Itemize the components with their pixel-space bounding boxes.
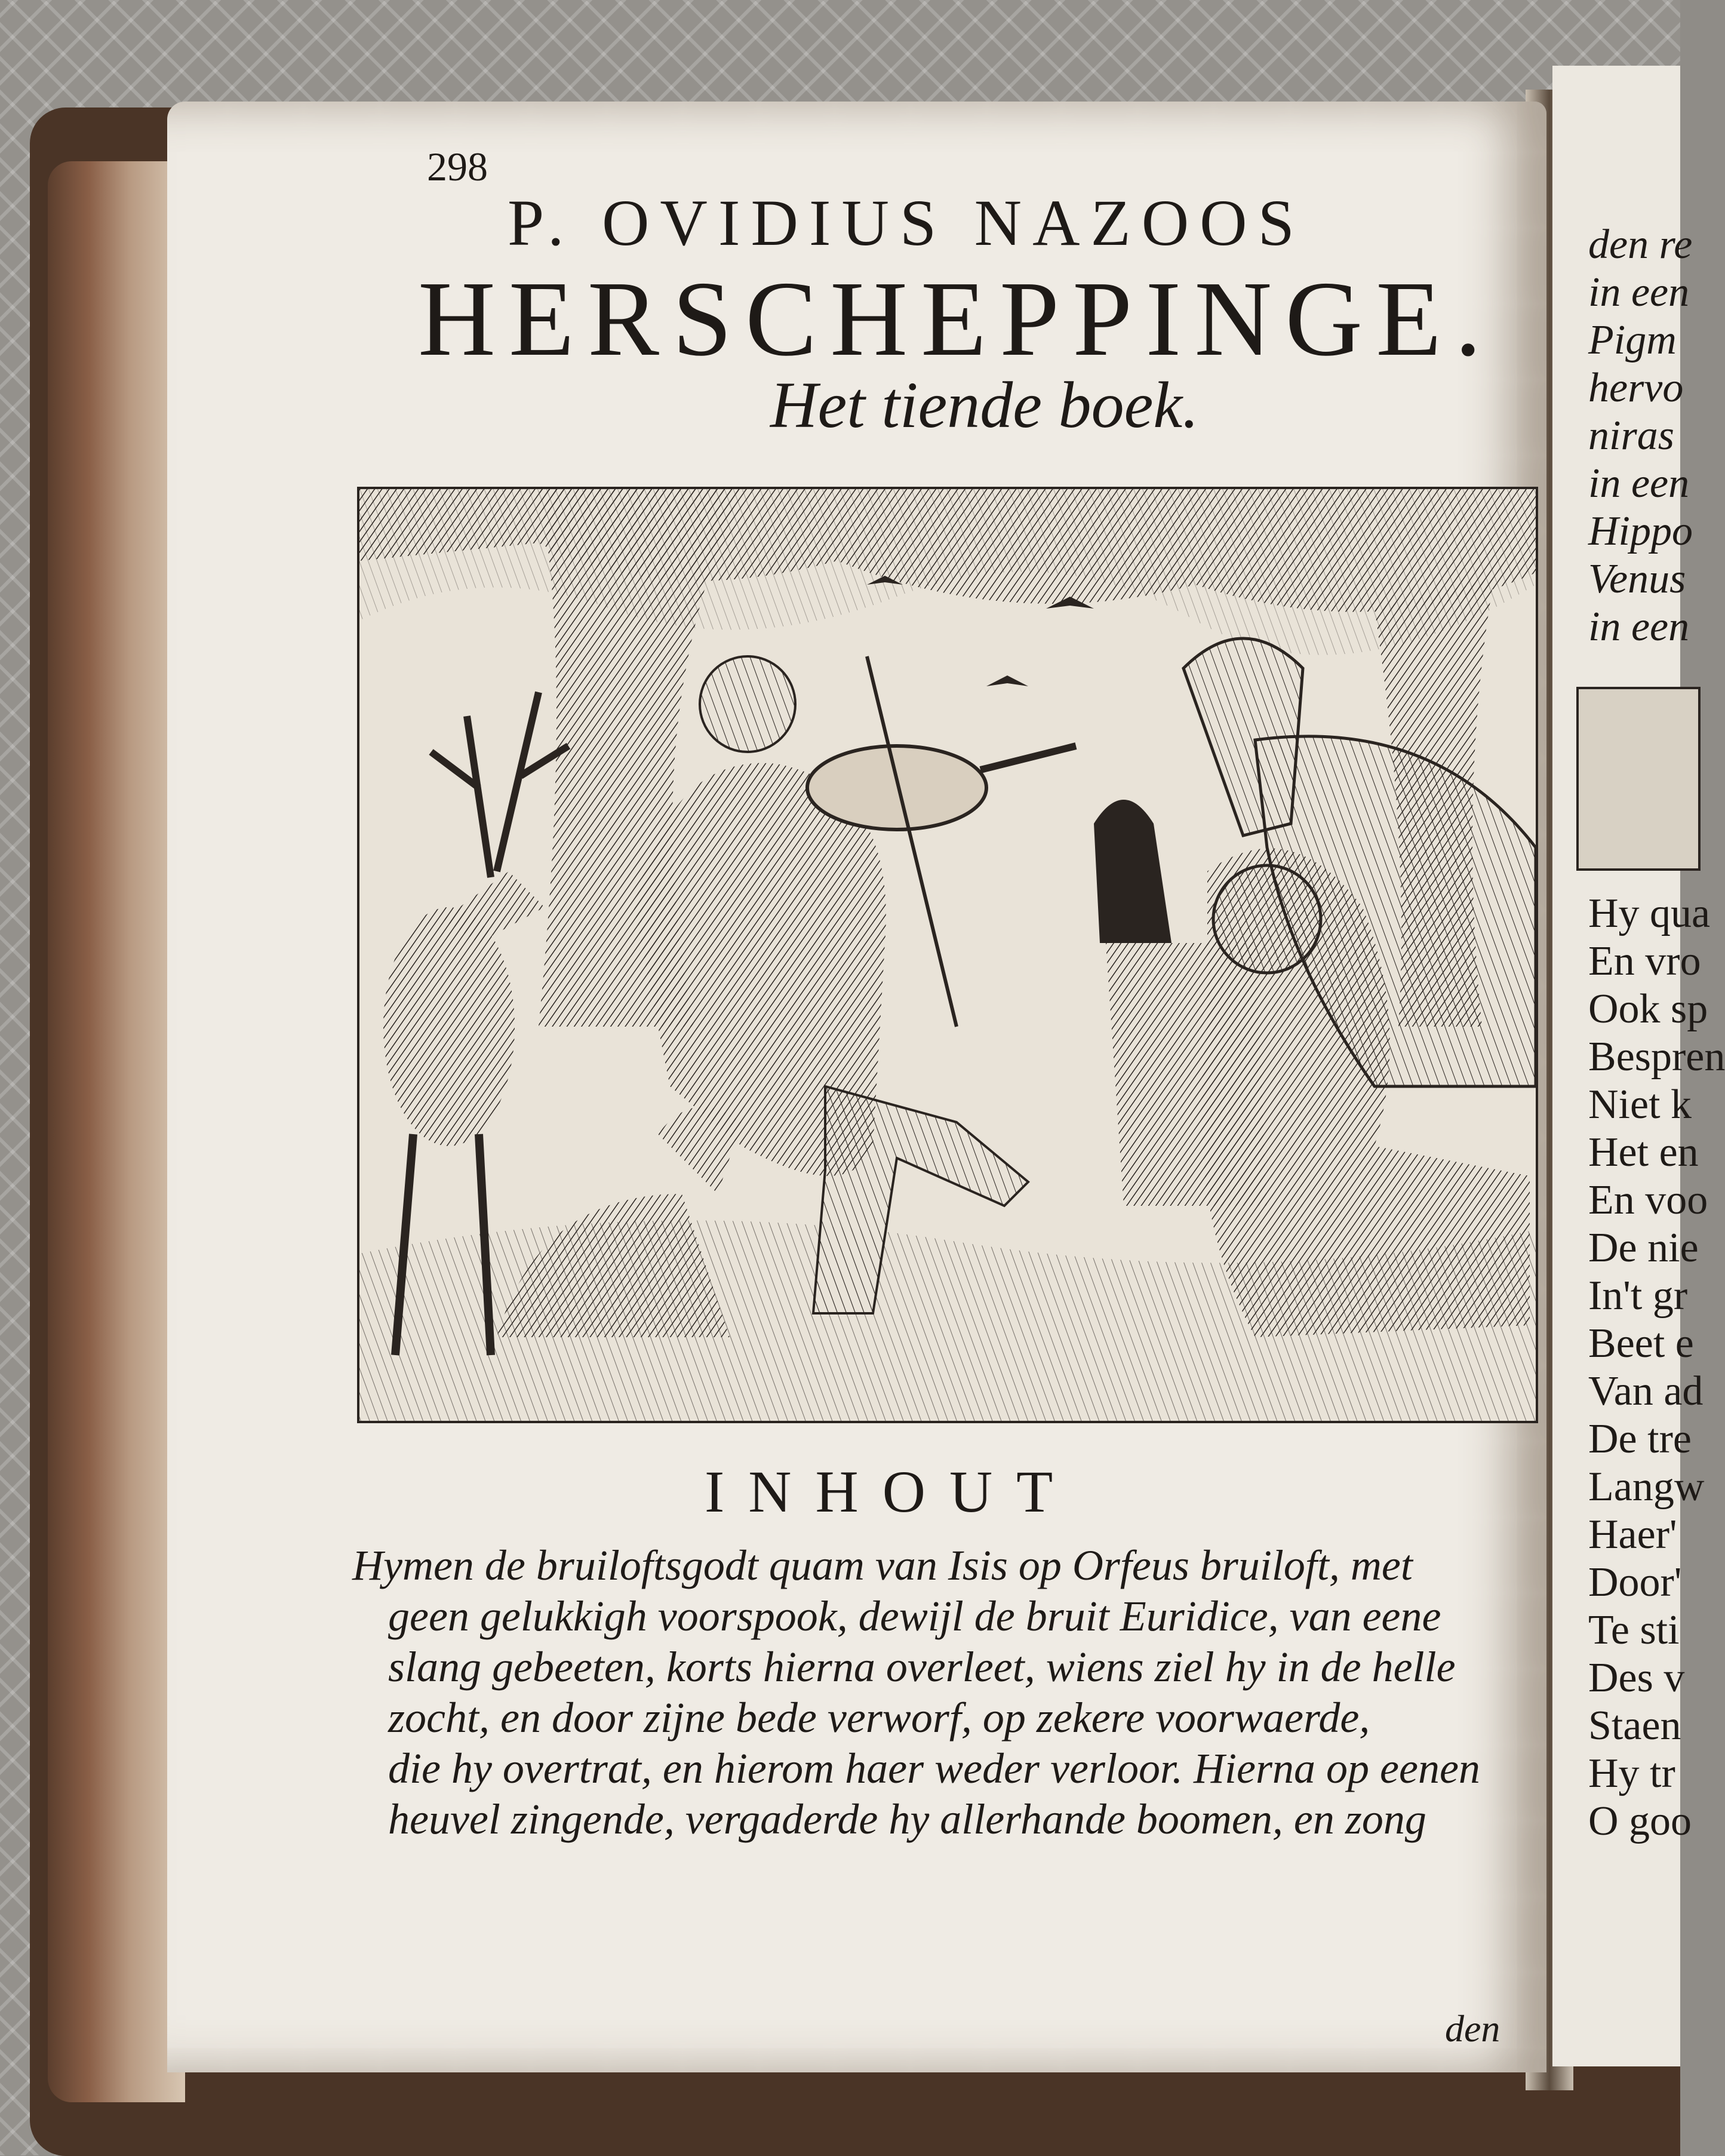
right-page-line: Ook sp — [1588, 986, 1708, 1032]
right-page-line: Hy qua — [1588, 890, 1711, 936]
right-page-line: Niet k — [1588, 1082, 1692, 1128]
right-page-line: In't gr — [1588, 1273, 1688, 1319]
right-page-line: Pigm — [1588, 317, 1677, 363]
summary-line: slang gebeeten, korts hierna overleet, wiens ziel hy in de helle — [388, 1643, 1456, 1691]
right-page-line: Beet e — [1588, 1320, 1694, 1366]
catchword: den — [1445, 2007, 1500, 2050]
running-head: P. OVIDIUS NAZOOS — [508, 186, 1305, 259]
page-number: 298 — [427, 144, 488, 189]
right-page-line: Haer' — [1588, 1512, 1677, 1558]
right-page-line: De nie — [1588, 1225, 1699, 1271]
summary-line: zocht, en door zijne bede verworf, op zekere voorwaerde, — [388, 1694, 1370, 1742]
right-page-line: Staen — [1588, 1703, 1681, 1749]
right-page-line: En voo — [1588, 1177, 1708, 1223]
right-page-line: Te sti — [1588, 1607, 1680, 1653]
right-page-line: hervo — [1588, 365, 1684, 411]
right-page-line: En vro — [1588, 938, 1701, 984]
page-title: HERSCHEPPINGE. — [418, 259, 1495, 378]
right-page-line: De tre — [1588, 1416, 1692, 1462]
right-page-line: in een — [1588, 269, 1690, 315]
engraving-illustration — [357, 487, 1538, 1423]
summary-line: die hy overtrat, en hierom haer weder verloor. Hierna op eenen — [388, 1745, 1480, 1792]
right-page-line: Het en — [1588, 1129, 1699, 1175]
summary-line: heuvel zingende, vergaderde hy allerhande boomen, en zong — [388, 1795, 1426, 1843]
page-edges — [48, 161, 185, 2102]
right-page — [1552, 66, 1725, 2066]
right-page-line: O goo — [1588, 1798, 1692, 1844]
right-page-line: Hy tr — [1588, 1750, 1675, 1796]
right-page-line: niras — [1588, 413, 1674, 459]
right-page-line: in een — [1588, 604, 1690, 650]
right-page-line: Venus — [1588, 556, 1686, 602]
summary-line: Hymen de bruiloftsgodt quam van Isis op Orfeus bruiloft, met — [352, 1541, 1413, 1589]
book-heading: Het tiende boek. — [770, 368, 1199, 441]
right-page-line: Des v — [1588, 1655, 1685, 1701]
right-page-line: Van ad — [1588, 1368, 1704, 1414]
right-page-line: Bespren — [1588, 1034, 1725, 1080]
engraving-art — [359, 489, 1536, 1421]
right-page-line: in een — [1588, 460, 1690, 506]
right-page-line: Langw — [1588, 1464, 1705, 1510]
right-page-line: Hippo — [1588, 508, 1693, 554]
decorated-initial — [1576, 687, 1701, 871]
summary-line: geen gelukkigh voorspook, dewijl de bruit Euridice, van eene — [388, 1592, 1441, 1640]
right-page-line: den re — [1588, 222, 1693, 268]
section-heading: INHOUT — [705, 1458, 1077, 1525]
right-page-line: Door' — [1588, 1559, 1682, 1605]
